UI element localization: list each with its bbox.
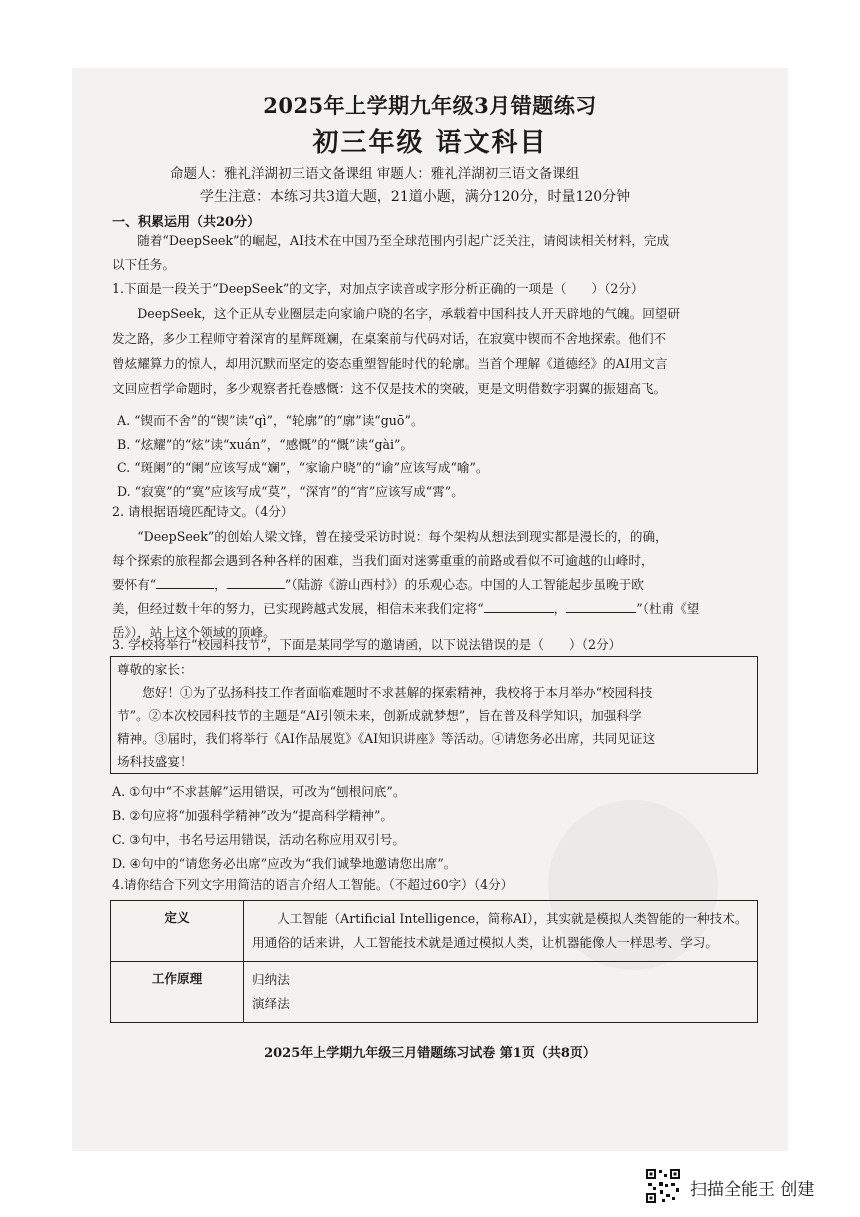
- q3-option-d: D. ④句中的“请您务必出席”应改为“我们诚挚地邀请您出席”。: [112, 856, 457, 871]
- q2-text-line: 每个探索的旅程都会遇到各种各样的困难，当我们面对迷雾重重的前路或看似不可逾越的山峰时，: [112, 553, 654, 568]
- section-heading: 一、积累运用（共20分）: [112, 215, 261, 230]
- page-footer: 2025年上学期九年级三月错题练习试卷 第1页（共8页）: [264, 1046, 596, 1061]
- ai-info-table: [110, 900, 758, 1023]
- exam-subtitle: 初三年级 语文科目: [312, 128, 548, 158]
- table-cell-definition: 人工智能（Artificial Intelligence，简称AI），其实就是模拟人类智能的一种技术。用通俗的话来讲，人工智能技术就是通过模拟人类，让机器能像人一样思考、学习。: [244, 901, 758, 962]
- q1-option-d: D. “寂寞”的“寞”应该写成“莫”，“深宵”的“宵”应该写成“霄”。: [117, 484, 464, 499]
- q1-option-b: B. “炫耀”的“炫”读“xuán”，“感慨”的“慨”读“gài”。: [117, 437, 414, 452]
- answer-blank[interactable]: [227, 588, 285, 589]
- section-intro-1: 随着“DeepSeek”的崛起，AI技术在中国乃至全球范围内引起广泛关注，请阅读相关材料，完成: [137, 233, 670, 248]
- student-notice: 学生注意：本练习共3道大题，21道小题，满分120分，时量120分钟: [200, 189, 631, 205]
- q4-stem: 4.请你结合下列文字用简洁的语言介绍人工智能。（不超过60字）（4分）: [112, 877, 514, 892]
- table-row: [111, 901, 758, 962]
- q2-text-line: 岳》），站上这个领域的顶峰。: [112, 625, 276, 640]
- table-head-definition: 定义: [111, 901, 244, 962]
- table-cell-principle: 归纳法 演绎法: [244, 962, 758, 1023]
- q3-option-a: A. ①句中“不求甚解”运用错误，可改为“刨根问底”。: [112, 784, 406, 799]
- letter-line: 场科技盛宴！: [117, 754, 193, 769]
- table-head-principle: 工作原理: [111, 962, 244, 1023]
- q1-option-a: A. “锲而不舍”的“锲”读“qì”，“轮廓”的“廓”读“guō”。: [117, 413, 424, 428]
- answer-blank[interactable]: [156, 588, 214, 589]
- qr-code-icon: [645, 1168, 681, 1204]
- q1-stem: 1.下面是一段关于“DeepSeek”的文字，对加点字读音或字形分析正确的一项是（ ）（2分）: [112, 281, 644, 296]
- q1-passage-line: 文回应哲学命题时，多少观察者托卷感慨：这不仅是技术的突破，更是文明借数字羽翼的振翅高飞。: [112, 381, 667, 396]
- invitation-letter-box: [110, 656, 758, 774]
- q3-stem: 3. 学校将举行“校园科技节”，下面是某同学写的邀请函，以下说法错误的是（ ）（2分）: [112, 637, 622, 652]
- q2-stem: 2. 请根据语境匹配诗文。（4分）: [112, 504, 294, 519]
- q3-option-b: B. ②句应将“加强科学精神”改为“提高科学精神”。: [112, 808, 393, 823]
- exam-title: 2025年上学期九年级3月错题练习: [263, 93, 597, 118]
- q1-passage-line: 曾炫耀算力的惊人，却用沉默而坚定的姿态重塑智能时代的轮廓。当首个理解《道德经》的AI用文言: [112, 356, 668, 371]
- letter-line: 精神。③届时，我们将举行《AI作品展览》《AI知识讲座》等活动。④请您务必出席，共同见证这: [117, 731, 656, 746]
- letter-line: 节”。②本次校园科技节的主题是“AI引领未来，创新成就梦想”，旨在普及科学知识，加强科学: [117, 708, 642, 723]
- section-intro-2: 以下任务。: [112, 257, 175, 272]
- letter-line: 您好！①为了弘扬科技工作者面临难题时不求甚解的探索精神，我校将于本月举办“校园科技: [142, 685, 653, 700]
- letter-salutation: 尊敬的家长：: [117, 662, 193, 677]
- q3-option-c: C. ③句中，书名号运用错误，活动名称应用双引号。: [112, 832, 405, 847]
- q2-text-line: 要怀有“ ， ”（陆游《游山西村》）的乐观心态。中国的人工智能起步虽晚于欧: [112, 577, 644, 592]
- answer-blank[interactable]: [566, 612, 636, 613]
- answer-blank[interactable]: [484, 612, 554, 613]
- table-row: [111, 962, 758, 1023]
- q1-option-c: C. “斑阑”的“阑”应该写成“斓”，“家谕户晓”的“谕”应该写成“喻”。: [117, 460, 489, 475]
- q1-passage-line: DeepSeek，这个正从专业圈层走向家谕户晓的名字，承载着中国科技人开天辟地的气魄。回望研: [137, 306, 680, 321]
- q1-passage-line: 发之路，多少工程师守着深宵的星辉斑斓，在桌案前与代码对话，在寂寞中锲而不舍地探索。他们不: [112, 331, 667, 346]
- q2-text-line: 美，但经过数十年的努力，已实现跨越式发展，相信未来我们定将“ ， ”（杜甫《望: [112, 601, 700, 616]
- q2-text-line: “DeepSeek”的创始人梁文锋，曾在接受采访时说：每个架构从想法到现实都是漫长的，的确，: [137, 529, 668, 544]
- scanner-watermark: 扫描全能王 创建: [690, 1180, 815, 1200]
- authors-line: 命题人：雅礼洋湖初三语文备课组 审题人：雅礼洋湖初三语文备课组: [170, 166, 580, 182]
